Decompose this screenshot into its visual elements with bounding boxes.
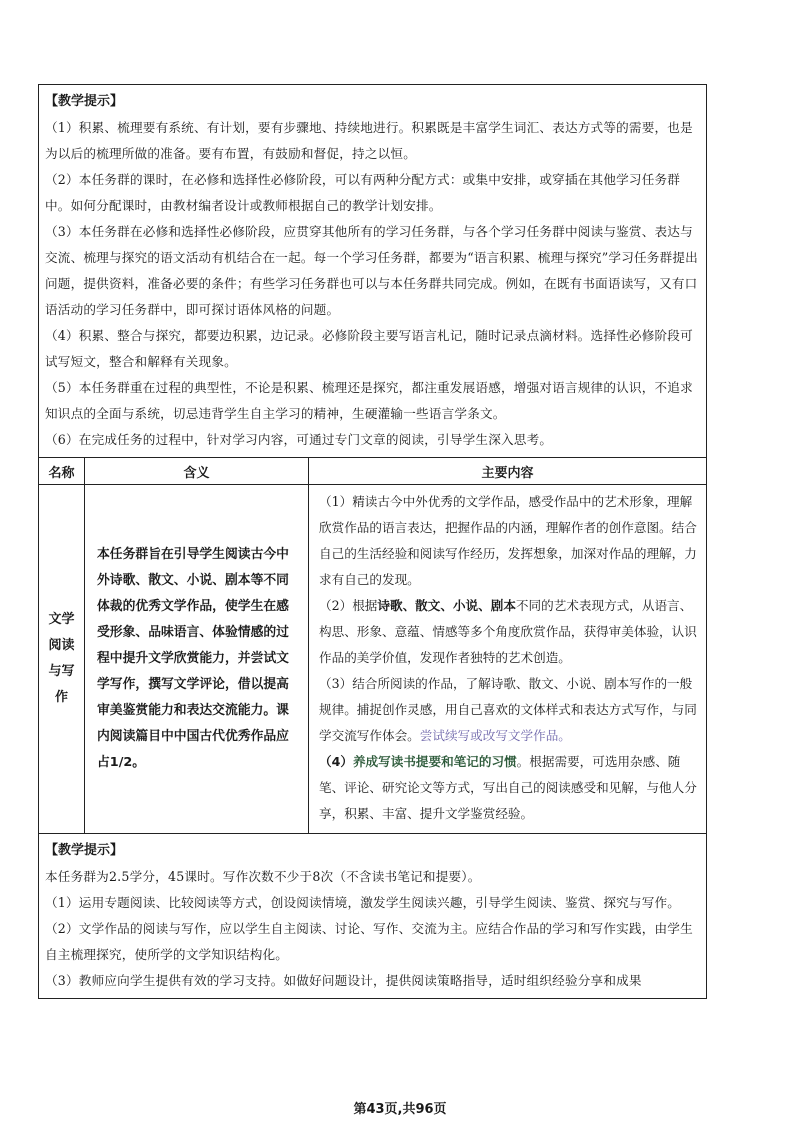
row-meaning: 本任务群旨在引导学生阅读古今中外诗歌、散文、小说、剧本等不同体裁的优秀文学作品，使学生在感受形象、品味语言、体验情感的过程中提升文学欣赏能力，并尝试文学写作，撰写文学评论，借以提高审美鉴赏能力和表达交流能力。课内阅读篇目中中国古代优秀作品应占1/2。 [85,485,309,834]
top-teaching-tips [38,84,707,457]
header-name: 名称 [39,458,85,485]
table-row [39,485,707,834]
top-tip-paragraph: （1）积累、梳理要有系统、有计划，要有步骤地、持续地进行。积累既是丰富学生词汇、表达方式等的需要，也是为以后的梳理所做的准备。要有布置，有鼓励和督促，持之以恒。 [45,120,693,161]
task-group-table [38,457,707,834]
top-tip-paragraph: （2）本任务群的课时，在必修和选择性必修阶段，可以有两种分配方式：或集中安排，或穿插在其他学习任务群中。如何分配课时，由教材编者设计或教师根据自己的教学计划安排。 [45,172,681,213]
top-tip-paragraph: （3）本任务群在必修和选择性必修阶段，应贯穿其他所有的学习任务群，与各个学习任务群中阅读与鉴赏、表达与交流、梳理与探究的语文活动有机结合在一起。每一个学习任务群，都要为“语言积累、梳理与探究”学习任务群提出问题，提供资料，准备必要的条件；有些学习任务群也可以与本任务群共同完成。例如，在既有书面语读写，又有口语活动的学习任务群中，即可探讨语体风格的问题。 [45,224,698,317]
top-tip-paragraph: （6）在完成任务的过程中，针对学习内容，可通过专门文章的阅读，引导学生深入思考。 [45,432,553,447]
content-item-4 [319,749,700,827]
bottom-tip-paragraph: （2）文学作品的阅读与写作，应以学生自主阅读、讨论、写作、交流为主。应结合作品的学习和写作实践，由学生自主梳理探究，使所学的文学知识结构化。 [45,921,693,962]
content-item-2-pre: （2）根据 [319,598,378,613]
content-item-2-bold: 诗歌、散文、小说、剧本 [377,598,516,613]
row-name: 文学阅读与写作 [39,485,85,834]
page-number: 第43页,共96页 [353,1102,447,1117]
content-item-1: （1）精读古今中外优秀的文学作品，感受作品中的艺术形象，理解欣赏作品的语言表达，把握作品的内涵，理解作者的创作意图。结合自己的生活经验和阅读写作经历，发挥想象，加深对作品的理解，力求有自己的发现。 [319,494,697,587]
content-item-4-highlight: 养成写读书提要和笔记的习惯 [352,754,517,769]
table-header-row [39,458,707,485]
content-item-3-highlight: 尝试续写或改写文学作品。 [419,728,571,743]
bottom-tip-paragraph: 本任务群为2.5学分，45课时。写作次数不少于8次（不含读书笔记和提要）。 [45,869,481,884]
bottom-tips-heading: 【教学提示】 [45,843,124,858]
header-content: 主要内容 [309,458,707,485]
content-item-2-post: 不同的艺术表现方式，从语言、构思、形象、意蕴、情感等多个角度欣赏作品，获得审美体验，认识作品的美学价值，发现作者独特的艺术创造。 [319,598,697,665]
row-content [309,485,707,834]
bottom-tip-paragraph: （3）教师应向学生提供有效的学习支持。如做好问题设计，提供阅读策略指导，适时组织经验分享和成果 [45,973,642,988]
bottom-tip-paragraph: （1）运用专题阅读、比较阅读等方式，创设阅读情境，激发学生阅读兴趣，引导学生阅读、鉴赏、探究与写作。 [45,895,681,910]
bottom-teaching-tips [38,834,707,999]
top-tip-paragraph: （4）积累、整合与探究，都要边积累，边记录。必修阶段主要写语言札记，随时记录点滴材料。选择性必修阶段可试写短文，整合和解释有关现象。 [45,328,693,369]
content-item-4-post: 。根据需要，可选用杂感、随笔、评论、研究论文等方式，写出自己的阅读感受和见解，与他人分享，积累、丰富、提升文学鉴赏经验。 [319,754,697,821]
content-item-3-pre: （3）结合所阅读的作品，了解诗歌、散文、小说、剧本写作的一般规律。捕捉创作灵感，用自己喜欢的文体样式和表达方式写作，与同学交流写作体会。 [319,676,697,743]
page-body [38,84,707,999]
top-tip-paragraph: （5）本任务群重在过程的典型性，不论是积累、梳理还是探究，都注重发展语感，增强对语言规律的认识，不追求知识点的全面与系统，切忌违背学生自主学习的精神，生硬灌输一些语言学条文。 [45,380,693,421]
header-meaning: 含义 [85,458,309,485]
content-item-3 [319,671,700,749]
top-tips-heading: 【教学提示】 [45,94,124,109]
content-item-4-pre: （4） [319,754,353,769]
content-item-2 [319,593,700,671]
